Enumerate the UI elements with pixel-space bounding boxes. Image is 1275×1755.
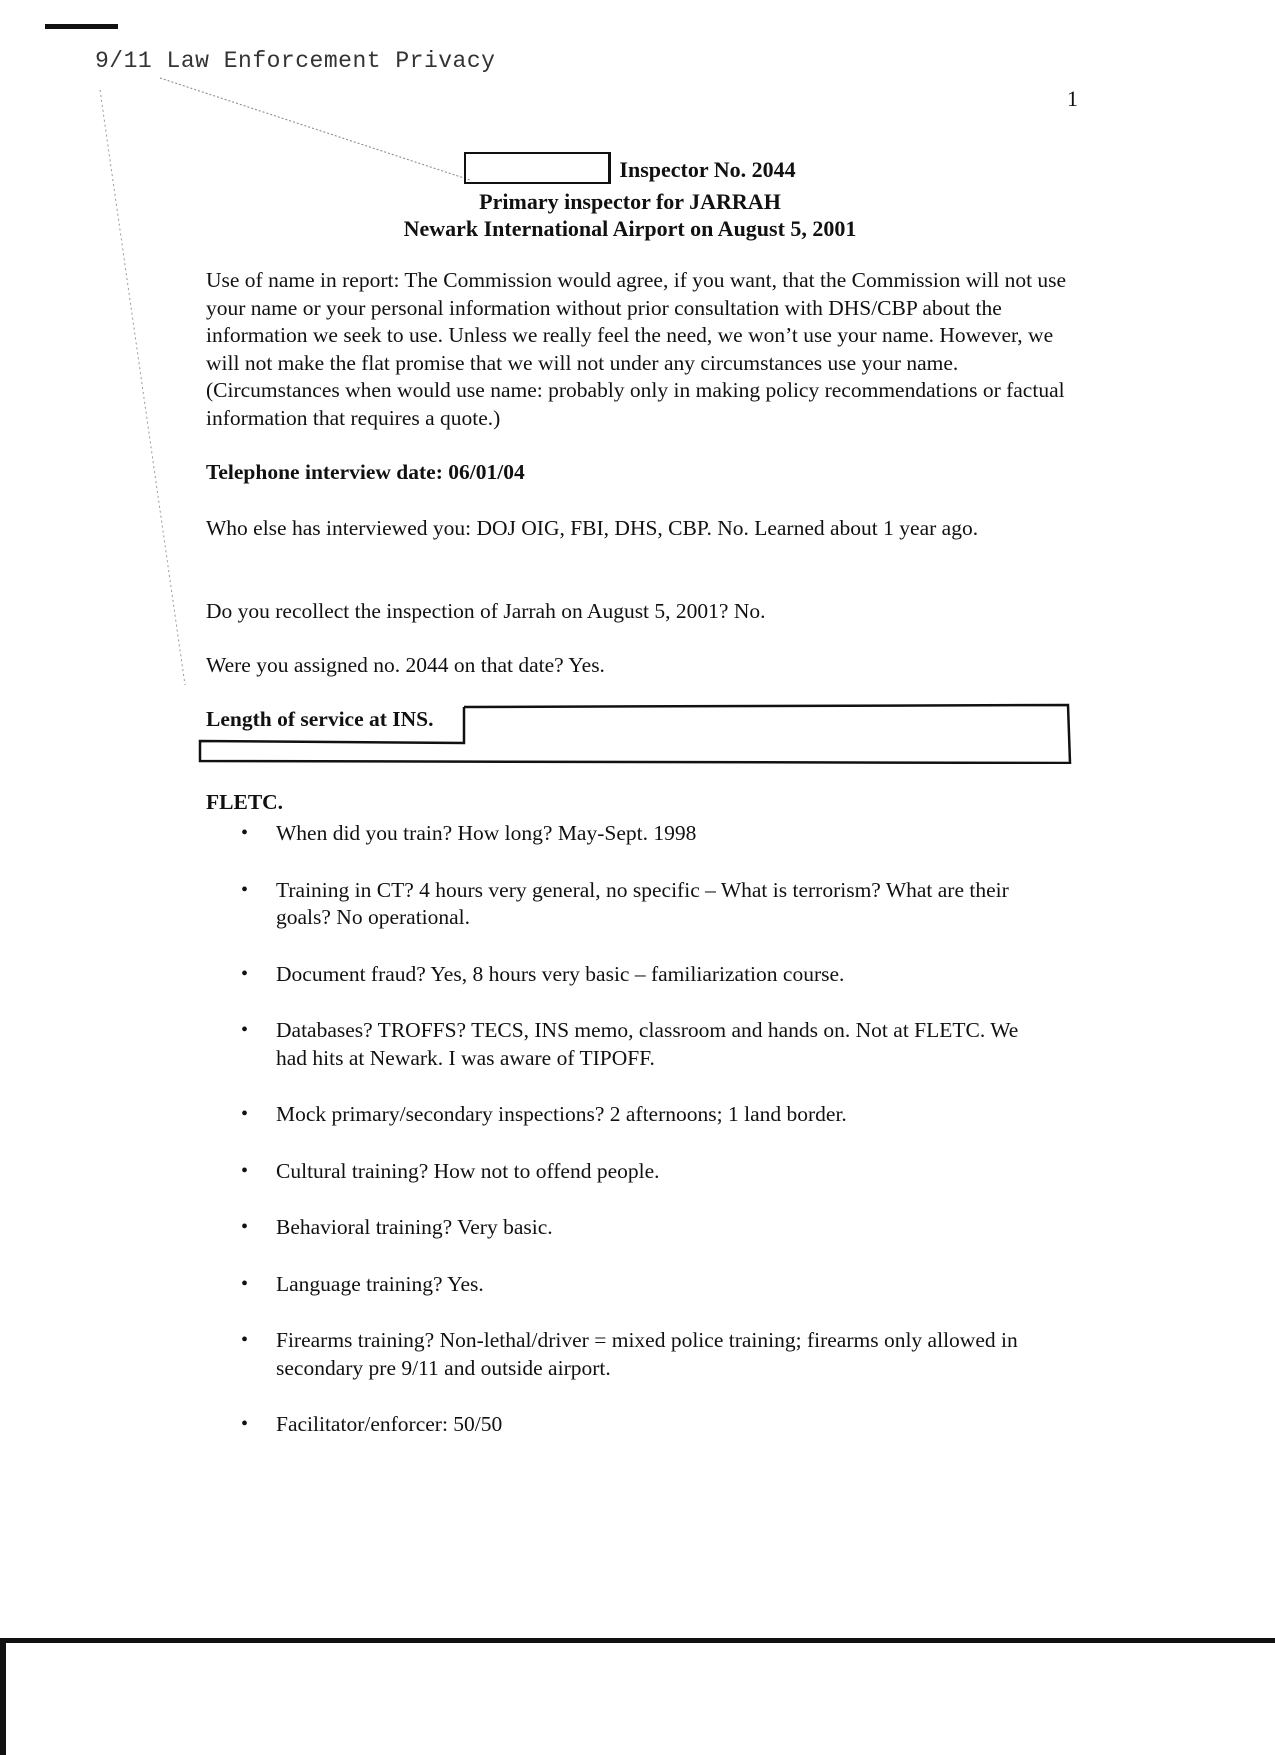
question-assigned: Were you assigned no. 2044 on that date? Yes. — [206, 653, 605, 677]
bullet-text: Document fraud? Yes, 8 hours very basic – familiarization course. — [276, 961, 845, 986]
bullet-dot: • — [241, 1272, 249, 1295]
bullet-text: Language training? Yes. — [276, 1271, 484, 1296]
bullet-dot: • — [241, 878, 249, 901]
bullet-dot: • — [241, 1159, 249, 1182]
bullet-text: Cultural training? How not to offend people. — [276, 1158, 660, 1183]
header-line-1 — [380, 156, 880, 188]
redaction-box — [464, 152, 611, 184]
fletc-bullet-item — [238, 1214, 1038, 1242]
bullet-text: Behavioral training? Very basic. — [276, 1215, 553, 1239]
bullet-text: Mock primary/secondary inspections? 2 afternoons; 1 land border. — [276, 1102, 847, 1126]
bullet-text: Firearms training? Non-lethal/driver = mixed police training; firearms only allowed in secondary pre 9/11 and outside airport. — [276, 1328, 1018, 1380]
fletc-heading: FLETC. — [206, 790, 284, 814]
bullet-dot: • — [241, 1216, 249, 1238]
scan-edge-left — [0, 1638, 6, 1755]
header-line-2: Primary inspector for JARRAH — [479, 189, 781, 214]
length-of-service-label: Length of service at INS. — [206, 707, 434, 731]
bullet-dot: • — [241, 822, 249, 844]
bullet-dot: • — [241, 962, 249, 985]
fletc-bullet-item — [238, 961, 1038, 989]
interview-date — [206, 459, 1086, 487]
question-recollect: Do you recollect the inspection of Jarrah on August 5, 2001? No. — [206, 599, 766, 623]
bullet-dot: • — [241, 1019, 249, 1041]
bullet-text: Databases? TROFFS? TECS, INS memo, classroom and hands on. Not at FLETC. We had hits at Newark. I was aware of TIPOFF. — [276, 1018, 1019, 1070]
bullet-dot: • — [241, 1329, 249, 1351]
header-line-3: Newark International Airport on August 5, 2001 — [403, 216, 857, 241]
use-of-name-paragraph: Use of name in report: The Commission would agree, if you want, that the Commission will not use your name or your personal information without prior consultation with DHS/CBP about the information we seek to use. Unless we really feel the need, we won’t use your name. However, we will not make the flat promise that we will not under any circumstances use your name. (Circumstances when would use name: probably only in making policy recommendations or factual information that requires a quote.) — [206, 268, 1067, 430]
fletc-bullet-list — [238, 820, 1038, 1439]
length-of-service-row — [198, 701, 1074, 764]
fletc-bullet-item — [238, 877, 1038, 932]
inspector-number: Inspector No. 2044 — [619, 157, 796, 183]
fletc-bullet-item — [238, 1271, 1038, 1299]
bullet-text: When did you train? How long? May-Sept. 1998 — [276, 821, 697, 845]
privacy-stamp: 9/11 Law Enforcement Privacy — [95, 48, 496, 74]
interview-date-text: Telephone interview date: 06/01/04 — [206, 460, 525, 484]
fletc-bullet-item — [238, 1411, 1038, 1439]
fletc-bullet-item — [238, 1158, 1038, 1186]
scan-mark-top — [45, 24, 118, 29]
bullet-dot: • — [241, 1413, 249, 1435]
scan-edge-bottom — [0, 1638, 1275, 1643]
document-header — [380, 156, 880, 242]
fletc-bullet-item — [238, 1101, 1038, 1129]
fletc-bullet-item — [238, 820, 1038, 848]
bullet-text: Facilitator/enforcer: 50/50 — [276, 1412, 503, 1436]
fletc-bullet-item — [238, 1327, 1038, 1382]
page-number: 1 — [1067, 86, 1078, 111]
bullet-dot: • — [241, 1103, 249, 1125]
fletc-bullet-item — [238, 1017, 1038, 1072]
bullet-text: Training in CT? 4 hours very general, no specific – What is terrorism? What are their goals? No operational. — [276, 877, 1009, 929]
question-interviewed: Who else has interviewed you: DOJ OIG, FBI, DHS, CBP. No. Learned about 1 year ago. — [206, 516, 979, 540]
